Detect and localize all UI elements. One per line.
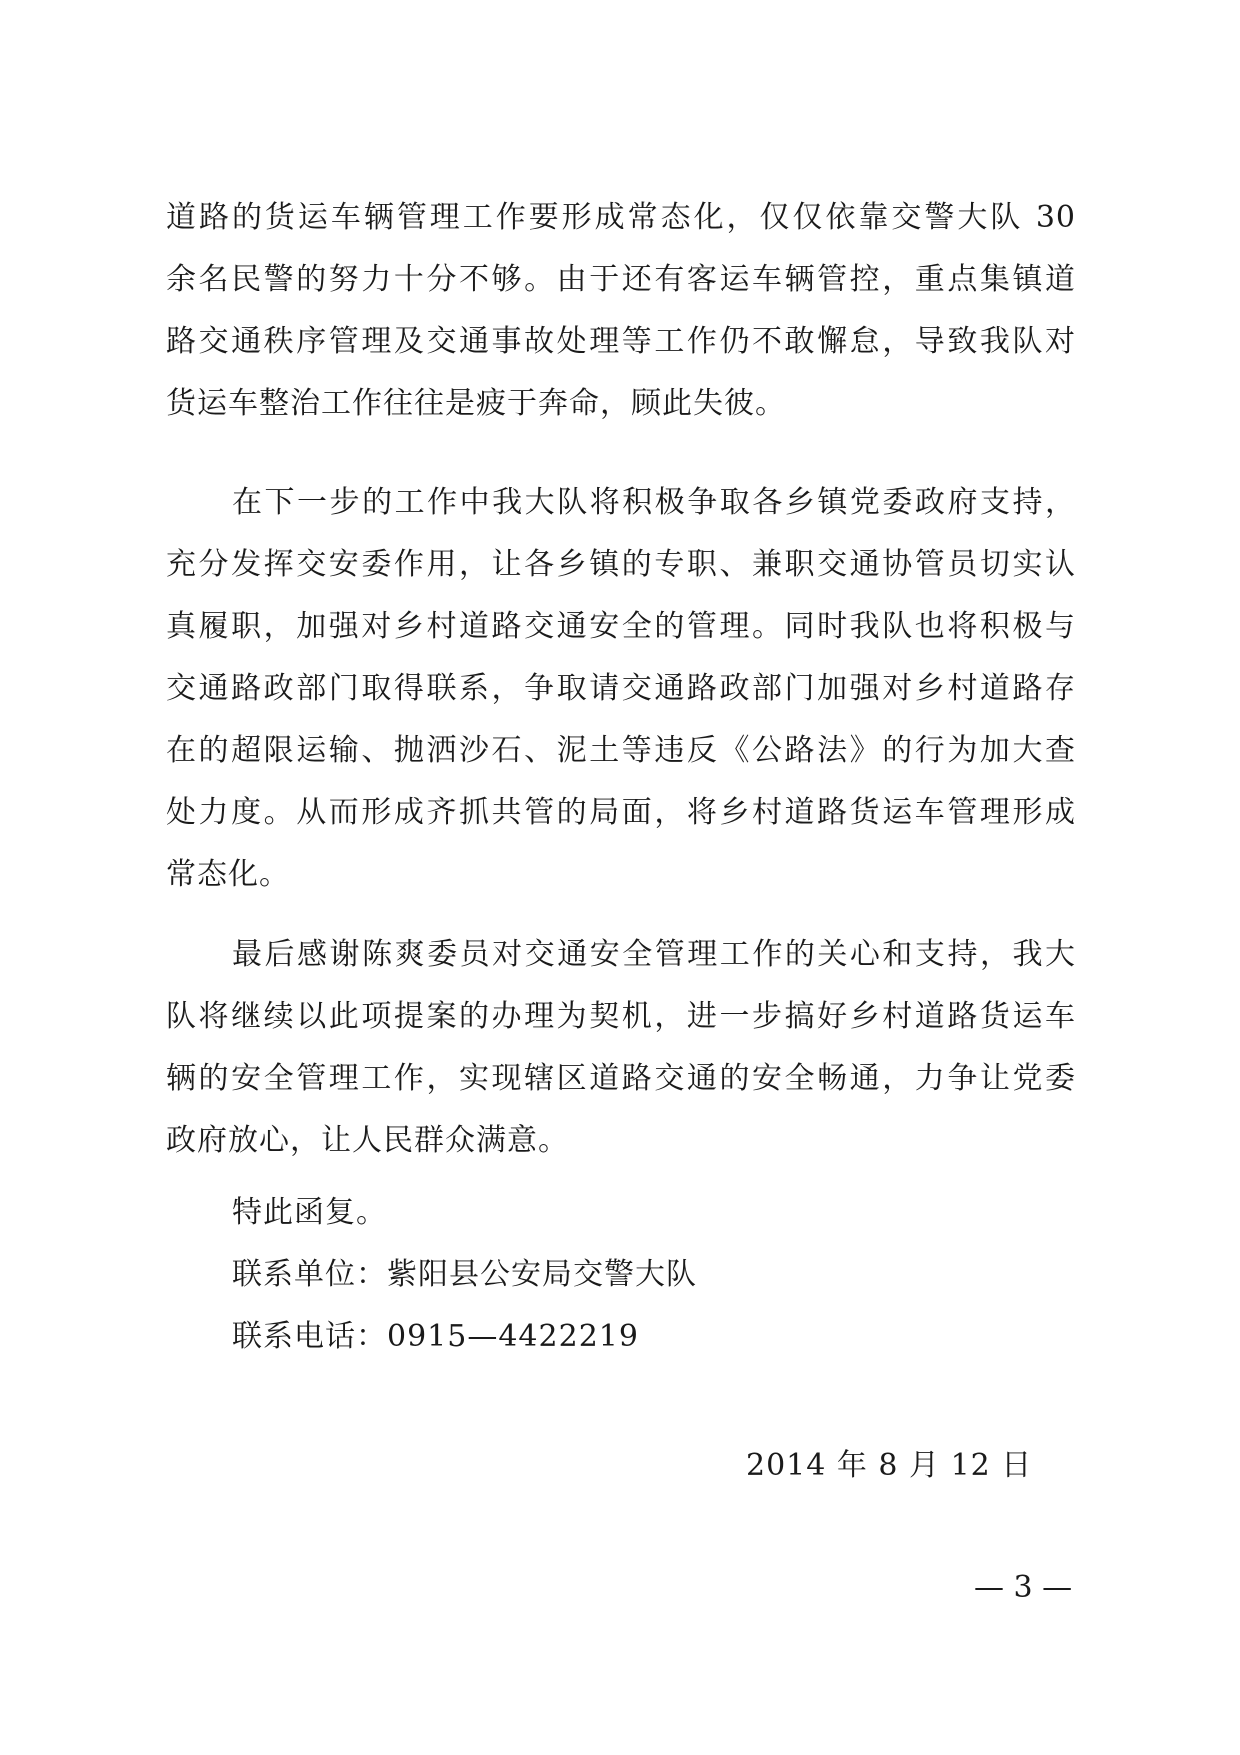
body-line: 充分发挥交安委作用，让各乡镇的专职、兼职交通协管员切实认: [166, 547, 1076, 582]
body-line: 余名民警的努力十分不够。由于还有客运车辆管控，重点集镇道: [166, 262, 1076, 297]
closing-line: 特此函复。: [232, 1195, 387, 1230]
page-number: — 3 —: [974, 1570, 1073, 1605]
body-line: 在的超限运输、抛洒沙石、泥土等违反《公路法》的行为加大查: [166, 733, 1076, 768]
body-line: 常态化。: [166, 857, 290, 892]
body-line: 真履职，加强对乡村道路交通安全的管理。同时我队也将积极与: [166, 609, 1076, 644]
contact-unit: 联系单位：紫阳县公安局交警大队: [232, 1257, 697, 1292]
body-line: 货运车整治工作往往是疲于奔命，顾此失彼。: [166, 386, 786, 421]
body-line: 在下一步的工作中我大队将积极争取各乡镇党委政府支持，: [232, 485, 1076, 520]
body-line: 政府放心，让人民群众满意。: [166, 1123, 569, 1158]
body-line: 辆的安全管理工作，实现辖区道路交通的安全畅通，力争让党委: [166, 1061, 1076, 1096]
body-line: 最后感谢陈爽委员对交通安全管理工作的关心和支持，我大: [232, 937, 1076, 972]
document-date: 2014 年 8 月 12 日: [746, 1448, 1033, 1483]
body-line: 交通路政部门取得联系，争取请交通路政部门加强对乡村道路存: [166, 671, 1076, 706]
contact-phone: 联系电话：0915—4422219: [232, 1319, 639, 1354]
body-line: 队将继续以此项提案的办理为契机，进一步搞好乡村道路货运车: [166, 999, 1076, 1034]
body-line: 处力度。从而形成齐抓共管的局面，将乡村道路货运车管理形成: [166, 795, 1076, 830]
body-line: 道路的货运车辆管理工作要形成常态化，仅仅依靠交警大队 30: [166, 200, 1076, 235]
body-line: 路交通秩序管理及交通事故处理等工作仍不敢懈怠，导致我队对: [166, 324, 1076, 359]
